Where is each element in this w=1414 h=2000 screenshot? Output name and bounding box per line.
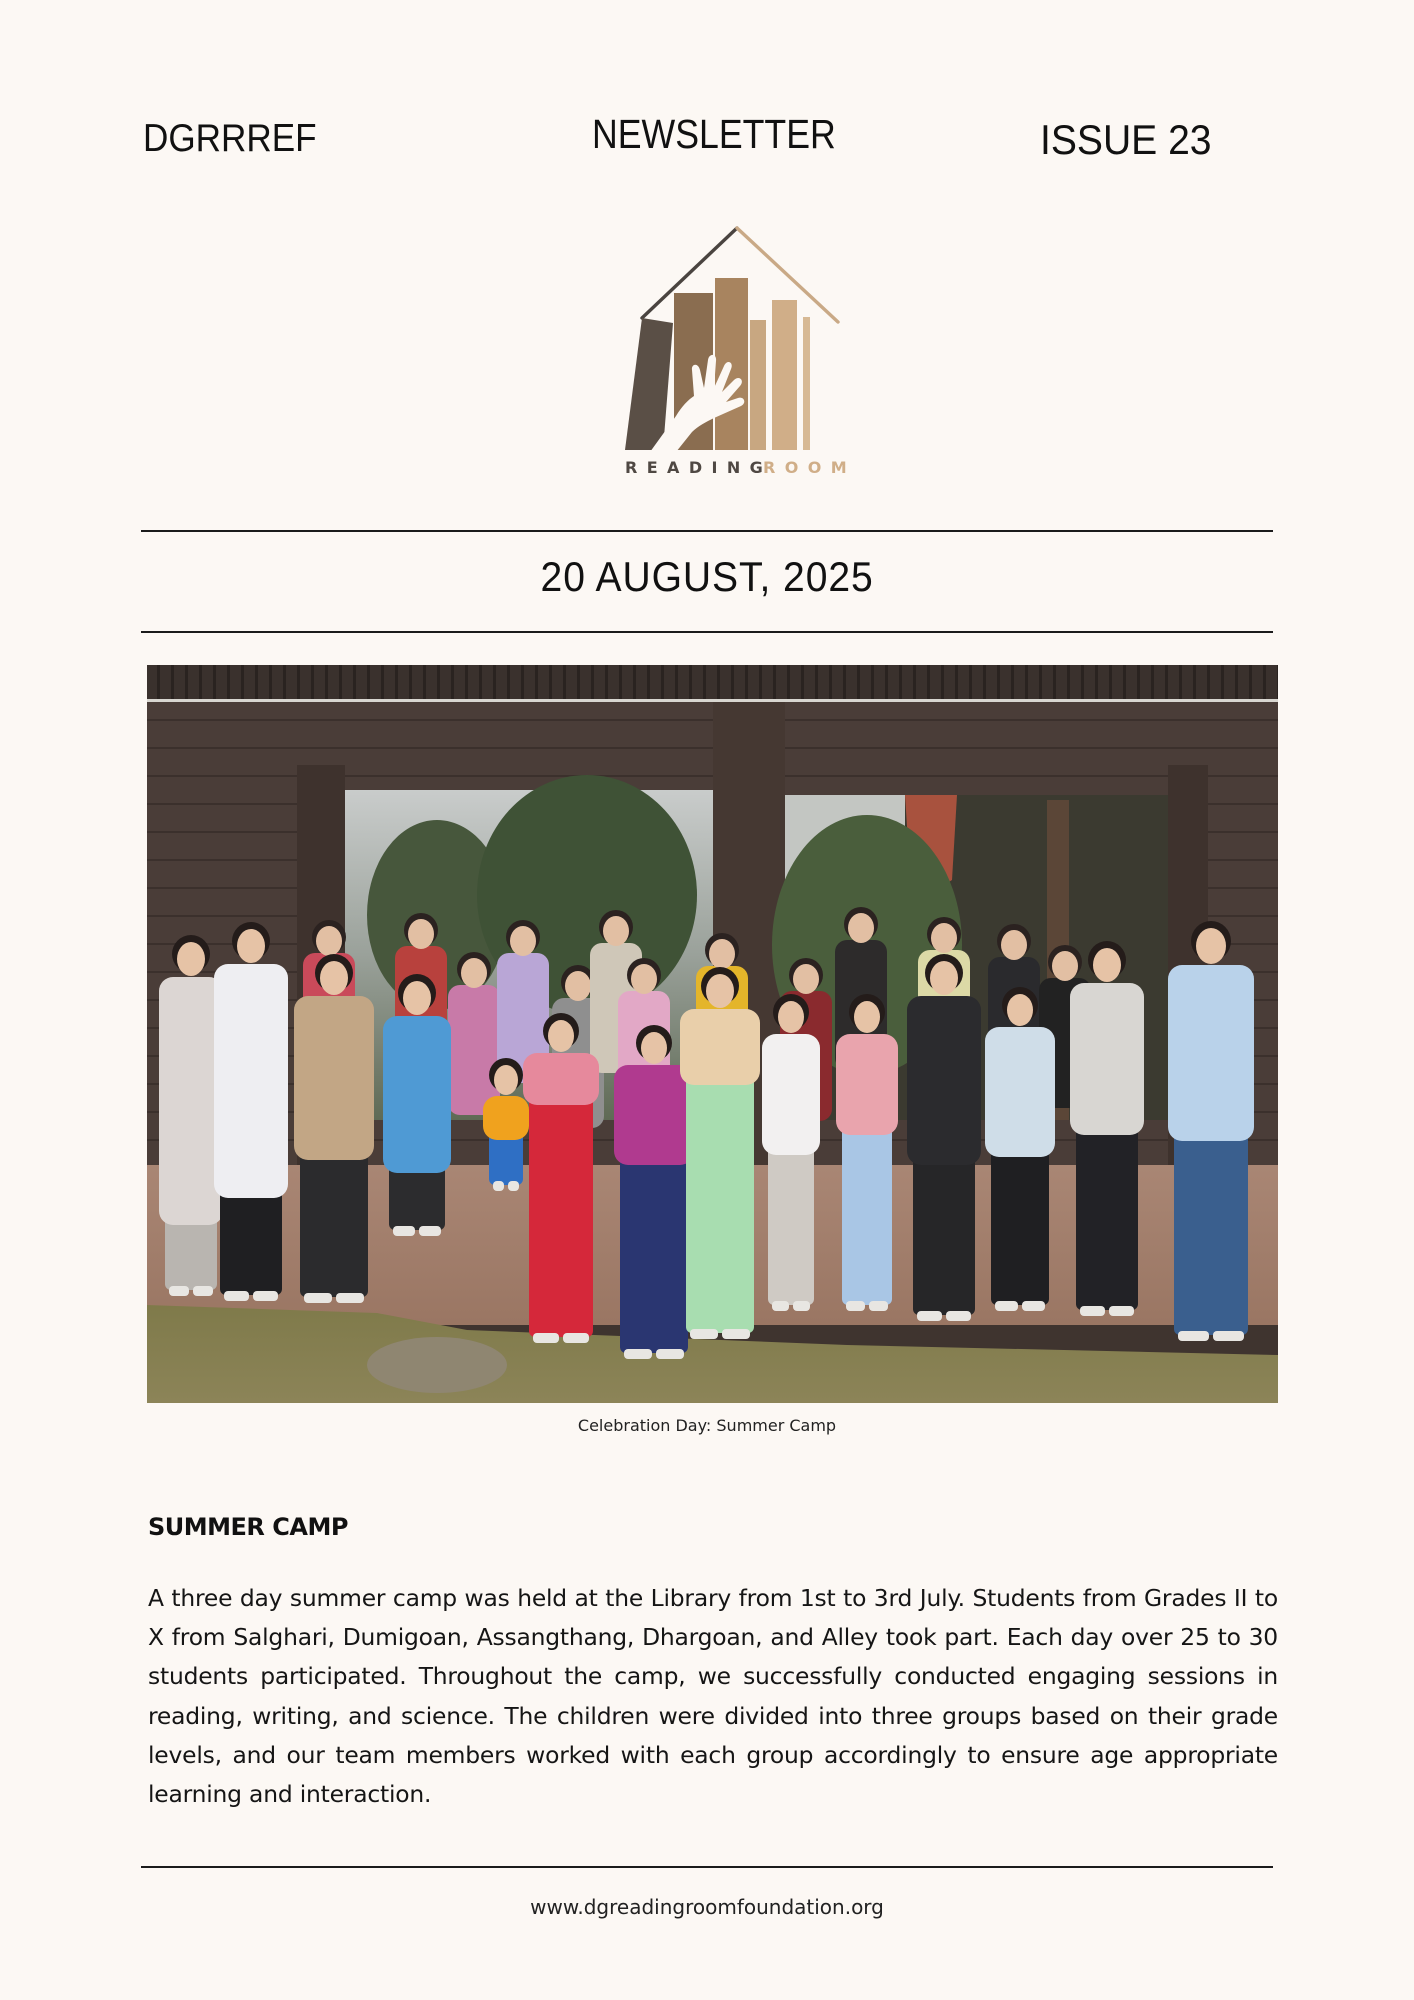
person-shoe-left-5 [533,1333,559,1343]
person-top-5 [523,1053,599,1105]
person-face-7 [706,974,734,1008]
logo-word-room: ROOM [763,458,857,477]
back-row-face-5 [603,916,629,946]
person-face-10 [930,961,958,995]
back-row-face-9 [848,913,874,943]
back-row-face-2 [461,958,487,988]
person-face-12 [1093,948,1121,982]
person-shoe-right-3 [419,1226,441,1236]
person-face-6 [641,1032,667,1064]
person-top-10 [907,996,981,1165]
person-shoe-right-8 [793,1301,810,1311]
footer-divider [141,1866,1273,1868]
person-lower-10 [913,1155,975,1315]
back-row-face-10 [931,923,957,953]
person-lower-11 [991,1147,1049,1305]
person-shoe-right-11 [1022,1301,1045,1311]
person-top-2 [294,996,374,1160]
person-face-5 [548,1020,574,1052]
person-top-9 [836,1034,898,1135]
person-lower-7 [686,1075,754,1333]
person-lower-5 [529,1095,593,1337]
back-row-face-0 [316,926,342,956]
photo-caption: Celebration Day: Summer Camp [577,1416,837,1435]
person-face-1 [237,929,265,963]
person-face-13 [1196,928,1226,964]
photo-stones [367,1337,507,1393]
house-books-logo-icon [610,220,870,480]
person-top-6 [614,1065,694,1165]
person-shoe-right-6 [656,1349,684,1359]
date-divider [141,631,1273,633]
person-shoe-right-2 [336,1293,364,1303]
person-top-7 [680,1009,760,1085]
issue-date-text: 20 AUGUST, 2025 [540,553,874,600]
person-shoe-left-1 [224,1291,249,1301]
brand-name: DGRRREF [143,117,317,160]
person-shoe-left-3 [393,1226,415,1236]
person-face-0 [177,942,205,976]
person-shoe-left-12 [1080,1306,1105,1316]
person-face-8 [778,1001,804,1033]
person-shoe-left-10 [917,1311,942,1321]
back-row-body-2 [448,985,500,1115]
person-face-3 [403,981,431,1015]
person-lower-12 [1076,1125,1138,1310]
back-row-face-8 [793,964,819,994]
person-lower-8 [768,1145,814,1305]
back-row-face-12 [1052,951,1078,981]
photo-eave-line [147,699,1278,702]
person-shoe-right-9 [869,1301,888,1311]
issue-number: ISSUE 23 [1040,116,1212,163]
group-photo-illustration [147,665,1278,1403]
back-row-face-6 [631,964,657,994]
person-shoe-left-7 [690,1329,718,1339]
person-face-2 [320,961,348,995]
logo-book-4 [750,320,766,450]
person-lower-13 [1174,1131,1248,1335]
person-shoe-left-4 [493,1181,504,1191]
issue-date [0,552,1414,602]
person-top-0 [159,977,223,1225]
person-shoe-left-0 [169,1286,189,1296]
person-face-11 [1007,994,1033,1026]
logo-book-6 [803,317,810,450]
person-face-9 [854,1001,880,1033]
back-row-face-7 [709,939,735,969]
person-shoe-right-4 [508,1181,519,1191]
person-shoe-right-5 [563,1333,589,1343]
person-top-11 [985,1027,1055,1157]
person-shoe-left-2 [304,1293,332,1303]
person-shoe-left-6 [624,1349,652,1359]
footer-website-link[interactable]: www.dgreadingroomfoundation.org [530,1895,884,1919]
person-top-13 [1168,965,1254,1141]
person-shoe-right-10 [946,1311,971,1321]
person-lower-0 [165,1215,217,1290]
person-shoe-right-12 [1109,1306,1134,1316]
logo-book-3 [715,278,748,450]
person-top-3 [383,1016,451,1173]
person-lower-3 [389,1163,445,1230]
person-top-4 [483,1096,529,1140]
person-face-4 [494,1065,518,1095]
person-lower-9 [842,1125,892,1305]
person-top-8 [762,1034,820,1155]
person-top-1 [214,964,288,1198]
back-row-face-4 [565,971,591,1001]
person-top-12 [1070,983,1144,1135]
logo-word-reading: READING [625,458,773,477]
photo-eave-slats [147,665,1278,700]
person-shoe-left-13 [1178,1331,1209,1341]
article-body: A three day summer camp was held at the Library from 1st to 3rd July. Students from Grades II to X from Salghari, Dumigoan, Assangthang, Dhargoan, and Alley took part. Each day over 25 to 30 students participated. Throughout the camp, we successfully conducted engaging sessions in reading, writing, and science. The children were divided into three groups based on their grade levels, and our team members worked with each group accordingly to ensure age appropriate learning and interaction. [148,1584,1278,1809]
person-shoe-left-11 [995,1301,1018,1311]
person-lower-6 [620,1155,688,1353]
summer-camp-group-photo [147,665,1278,1403]
reading-room-logo [610,220,870,480]
person-shoe-right-13 [1213,1331,1244,1341]
newsletter-title: NEWSLETTER [592,111,836,157]
person-lower-1 [220,1188,282,1295]
back-row-face-3 [510,926,536,956]
logo-book-5 [772,300,797,450]
person-shoe-left-8 [772,1301,789,1311]
person-shoe-right-0 [193,1286,213,1296]
top-divider [141,530,1273,532]
person-shoe-right-1 [253,1291,278,1301]
person-shoe-left-9 [846,1301,865,1311]
person-lower-2 [300,1150,368,1297]
back-row-face-11 [1001,930,1027,960]
back-row-face-1 [408,919,434,949]
article-heading: SUMMER CAMP [148,1513,348,1541]
person-shoe-right-7 [722,1329,750,1339]
